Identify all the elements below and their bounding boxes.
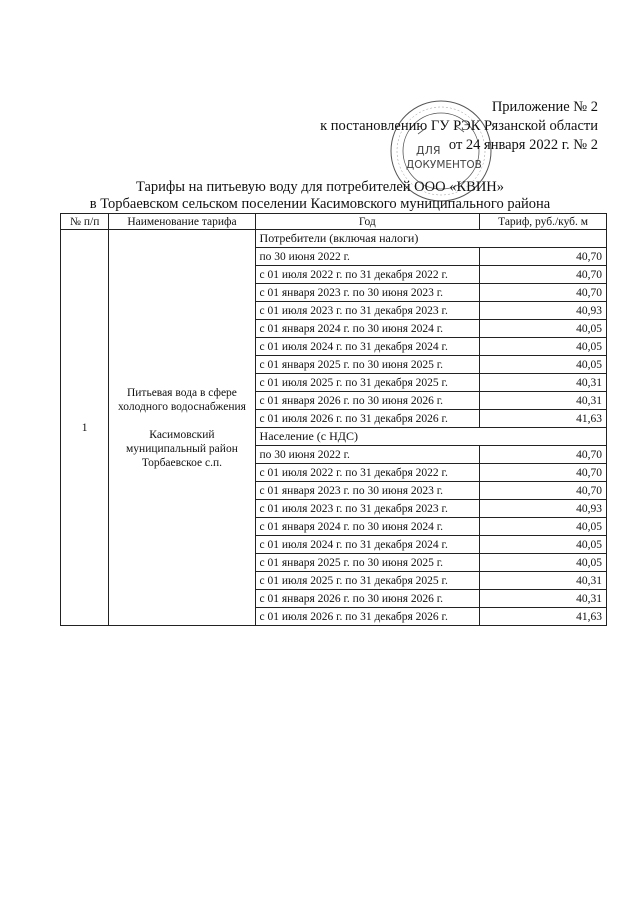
period-cell: с 01 января 2025 г. по 30 июня 2025 г.: [255, 356, 480, 374]
period-cell: с 01 июля 2024 г. по 31 декабря 2024 г.: [255, 338, 480, 356]
tariff-name: Питьевая вода в сфере холодного водоснабжения: [117, 386, 246, 413]
period-cell: с 01 июля 2024 г. по 31 декабря 2024 г.: [255, 536, 480, 554]
period-cell: с 01 июля 2023 г. по 31 декабря 2023 г.: [255, 500, 480, 518]
group-row: [61, 230, 607, 248]
svg-text:ДОКУМЕНТОВ: ДОКУМЕНТОВ: [406, 159, 482, 171]
appendix-header: [320, 98, 598, 155]
header-tariff-value: Тариф, руб./куб. м: [480, 214, 607, 230]
tariff-value-cell: 40,05: [480, 356, 607, 374]
tariff-value-cell: 40,70: [480, 284, 607, 302]
document-subtitle: в Торбаевском сельском поселении Касимовского муниципального района: [89, 196, 551, 212]
tariff-table: [60, 213, 607, 626]
header-number: № п/п: [61, 214, 109, 230]
period-cell: с 01 июля 2022 г. по 31 декабря 2022 г.: [255, 464, 480, 482]
header-year: Год: [255, 214, 480, 230]
table-header-row: [61, 214, 607, 230]
tariff-value-cell: 40,31: [480, 572, 607, 590]
row-number: 1: [61, 230, 109, 626]
document-title: Тарифы на питьевую воду для потребителей ООО «КВИН»: [135, 179, 505, 195]
tariff-value-cell: 40,70: [480, 266, 607, 284]
period-cell: с 01 января 2026 г. по 30 июня 2026 г.: [255, 392, 480, 410]
period-cell: с 01 января 2025 г. по 30 июня 2025 г.: [255, 554, 480, 572]
period-cell: по 30 июня 2022 г.: [255, 248, 480, 266]
appendix-number: Приложение № 2: [491, 99, 598, 115]
tariff-value-cell: 40,93: [480, 302, 607, 320]
period-cell: с 01 июля 2022 г. по 31 декабря 2022 г.: [255, 266, 480, 284]
group-title-consumers: Потребители (включая налоги): [255, 230, 606, 248]
period-cell: с 01 января 2024 г. по 30 июня 2024 г.: [255, 320, 480, 338]
period-cell: с 01 июля 2026 г. по 31 декабря 2026 г.: [255, 608, 480, 626]
tariff-value-cell: 40,70: [480, 464, 607, 482]
tariff-value-cell: 41,63: [480, 410, 607, 428]
period-cell: с 01 января 2026 г. по 30 июня 2026 г.: [255, 590, 480, 608]
tariff-territory: Касимовский муниципальный район Торбаевское с.п.: [126, 428, 238, 469]
svg-text:ДЛЯ: ДЛЯ: [416, 144, 441, 157]
tariff-value-cell: 40,31: [480, 374, 607, 392]
appendix-date: от 24 января 2022 г. № 2: [448, 137, 598, 153]
tariff-value-cell: 40,05: [480, 554, 607, 572]
tariff-name-cell: [109, 230, 255, 626]
tariff-value-cell: 40,70: [480, 248, 607, 266]
tariff-value-cell: 40,05: [480, 518, 607, 536]
period-cell: с 01 января 2023 г. по 30 июня 2023 г.: [255, 482, 480, 500]
group-title-population: Население (с НДС): [255, 428, 606, 446]
appendix-decree: к постановлению ГУ РЭК Рязанской области: [320, 118, 598, 134]
tariff-value-cell: 40,31: [480, 392, 607, 410]
period-cell: с 01 июля 2026 г. по 31 декабря 2026 г.: [255, 410, 480, 428]
period-cell: по 30 июня 2022 г.: [255, 446, 480, 464]
tariff-value-cell: 40,70: [480, 446, 607, 464]
tariff-value-cell: 41,63: [480, 608, 607, 626]
period-cell: с 01 января 2024 г. по 30 июня 2024 г.: [255, 518, 480, 536]
tariff-value-cell: 40,31: [480, 590, 607, 608]
header-tariff-name: Наименование тарифа: [109, 214, 255, 230]
period-cell: с 01 июля 2025 г. по 31 декабря 2025 г.: [255, 374, 480, 392]
period-cell: с 01 июля 2025 г. по 31 декабря 2025 г.: [255, 572, 480, 590]
period-cell: с 01 июля 2023 г. по 31 декабря 2023 г.: [255, 302, 480, 320]
tariff-value-cell: 40,70: [480, 482, 607, 500]
tariff-value-cell: 40,05: [480, 320, 607, 338]
tariff-value-cell: 40,05: [480, 338, 607, 356]
tariff-value-cell: 40,93: [480, 500, 607, 518]
period-cell: с 01 января 2023 г. по 30 июня 2023 г.: [255, 284, 480, 302]
tariff-value-cell: 40,05: [480, 536, 607, 554]
